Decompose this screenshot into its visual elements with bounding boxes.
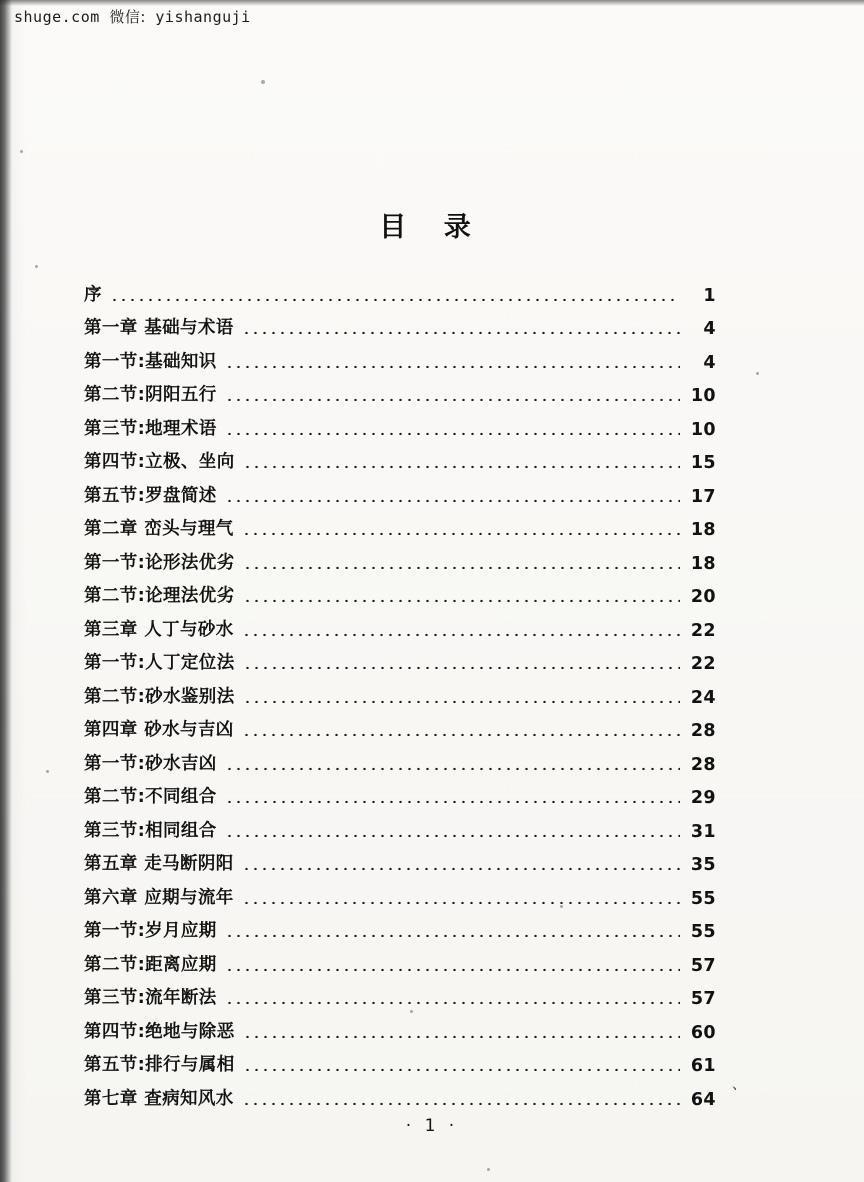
toc-entry-page: 57 [690, 989, 716, 1009]
toc-dot-leader [225, 492, 680, 502]
toc-entry-label: 第五节:罗盘简述 [84, 485, 217, 506]
toc-entry-page: 55 [690, 922, 716, 942]
toc-dot-leader [225, 827, 680, 837]
toc-entry-label: 第三节:地理术语 [84, 418, 217, 439]
toc-entry[interactable] [84, 1043, 716, 1077]
toc-dot-leader [243, 659, 680, 669]
scan-speck [487, 1168, 490, 1171]
toc-dot-leader [225, 425, 680, 435]
toc-dot-leader [110, 291, 680, 301]
toc-entry-label: 第六章 应期与流年 [84, 887, 234, 908]
watermark-site: shuge.com [14, 8, 100, 26]
toc-entry-page: 17 [690, 486, 716, 507]
toc-dot-leader [225, 358, 680, 368]
watermark [14, 6, 251, 27]
toc-entry-label: 第三节:相同组合 [84, 820, 217, 841]
toc-entry-page: 64 [690, 1089, 716, 1110]
toc-entry[interactable] [84, 574, 716, 608]
toc-entry[interactable] [84, 842, 716, 876]
toc-dot-leader [225, 927, 680, 937]
toc-entry[interactable] [84, 708, 716, 742]
toc-entry-page: 22 [690, 654, 716, 674]
toc-entry[interactable] [84, 641, 716, 675]
toc-dot-leader [242, 324, 680, 334]
table-of-contents [84, 272, 716, 1110]
toc-dot-leader [242, 894, 680, 904]
toc-entry-page: 28 [690, 721, 716, 741]
toc-entry-label: 第七章 查病知风水 [84, 1088, 234, 1109]
toc-entry[interactable] [84, 373, 716, 407]
toc-entry[interactable] [84, 808, 716, 842]
toc-entry-label: 第一节:基础知识 [84, 351, 217, 372]
toc-entry-label: 第二节:论理法优劣 [84, 586, 235, 606]
toc-entry-label: 第五章 走马断阴阳 [84, 854, 234, 874]
toc-entry[interactable] [84, 306, 716, 340]
toc-dot-leader [242, 626, 680, 636]
toc-entry-page: 55 [690, 888, 716, 909]
toc-entry[interactable] [84, 875, 716, 909]
toc-dot-leader [242, 1095, 680, 1105]
toc-entry[interactable] [84, 272, 716, 306]
toc-dot-leader [242, 525, 680, 535]
watermark-wechat-id: yishanguji [155, 8, 251, 26]
scan-speck [756, 372, 759, 375]
toc-entry[interactable] [84, 741, 716, 775]
toc-entry[interactable] [84, 440, 716, 474]
scan-speck [261, 80, 265, 84]
toc-entry-page: 20 [690, 587, 716, 607]
toc-dot-leader [243, 1028, 680, 1038]
page-title: 目 录 [379, 212, 485, 243]
toc-entry-label: 第一节:砂水吉凶 [84, 753, 217, 774]
toc-entry-page: 4 [703, 319, 716, 339]
toc-entry-label: 第五节:排行与属相 [84, 1055, 235, 1075]
toc-entry-page: 61 [690, 1056, 716, 1076]
toc-entry-label: 第二章 峦头与理气 [84, 519, 234, 539]
toc-entry-label: 第二节:阴阳五行 [84, 385, 217, 405]
toc-entry[interactable] [84, 674, 716, 708]
toc-dot-leader [225, 760, 680, 770]
toc-dot-leader [243, 592, 680, 602]
toc-entry-page: 31 [690, 821, 716, 842]
toc-entry[interactable] [84, 540, 716, 574]
toc-entry-label: 第二节:距离应期 [84, 954, 217, 975]
toc-entry-page: 4 [703, 352, 716, 373]
toc-entry-label: 第四节:绝地与除恶 [84, 1021, 235, 1042]
scan-speck [20, 150, 23, 153]
toc-entry[interactable] [84, 507, 716, 541]
toc-entry-label: 第一节:论形法优劣 [84, 552, 235, 573]
toc-dot-leader [242, 726, 680, 736]
toc-entry[interactable] [84, 976, 716, 1010]
toc-entry[interactable] [84, 909, 716, 943]
toc-entry-page: 15 [690, 453, 716, 473]
toc-dot-leader [225, 793, 680, 803]
toc-entry-label: 第一章 基础与术语 [84, 318, 234, 338]
toc-entry-page: 1 [703, 285, 716, 306]
toc-entry-page: 22 [690, 620, 716, 641]
toc-entry-label: 第四节:立极、坐向 [84, 452, 235, 472]
toc-entry-label: 序 [84, 284, 102, 305]
page-number: · 1 · [405, 1116, 459, 1136]
toc-dot-leader [225, 391, 680, 401]
toc-dot-leader [225, 994, 680, 1004]
watermark-wechat-label: 微信: [109, 8, 146, 26]
toc-entry-label: 第二节:不同组合 [84, 787, 217, 807]
scan-speck [35, 265, 38, 268]
toc-entry-page: 18 [690, 520, 716, 540]
toc-entry[interactable] [84, 473, 716, 507]
scan-speck [410, 1010, 413, 1013]
toc-entry[interactable] [84, 775, 716, 809]
toc-entry-page: 29 [690, 788, 716, 808]
toc-dot-leader [243, 1061, 680, 1071]
toc-entry-label: 第三章 人丁与砂水 [84, 619, 234, 640]
toc-entry[interactable] [84, 607, 716, 641]
toc-dot-leader [225, 961, 680, 971]
toc-entry-page: 57 [690, 955, 716, 976]
toc-entry[interactable] [84, 1076, 716, 1110]
toc-entry[interactable] [84, 942, 716, 976]
toc-dot-leader [243, 559, 680, 569]
toc-dot-leader [242, 860, 680, 870]
scan-artifact-mark: 、 [732, 1077, 746, 1093]
toc-entry-label: 第三节:流年断法 [84, 988, 217, 1008]
toc-entry-label: 第四章 砂水与吉凶 [84, 720, 234, 740]
toc-entry-label: 第一节:人丁定位法 [84, 653, 235, 673]
toc-entry-page: 10 [690, 419, 716, 440]
toc-entry[interactable] [84, 1009, 716, 1043]
toc-entry[interactable] [84, 406, 716, 440]
toc-entry-page: 10 [690, 386, 716, 406]
toc-entry-page: 18 [690, 553, 716, 574]
toc-entry-label: 第一节:岁月应期 [84, 921, 217, 941]
scan-speck [560, 905, 563, 908]
toc-entry-page: 24 [690, 687, 716, 708]
toc-dot-leader [243, 458, 680, 468]
toc-entry[interactable] [84, 339, 716, 373]
toc-entry-page: 60 [690, 1022, 716, 1043]
toc-entry-page: 35 [690, 855, 716, 875]
toc-dot-leader [243, 693, 680, 703]
scan-edge-left [0, 0, 12, 1182]
toc-entry-page: 28 [690, 754, 716, 775]
toc-entry-label: 第二节:砂水鉴别法 [84, 686, 235, 707]
scan-speck [46, 770, 49, 773]
